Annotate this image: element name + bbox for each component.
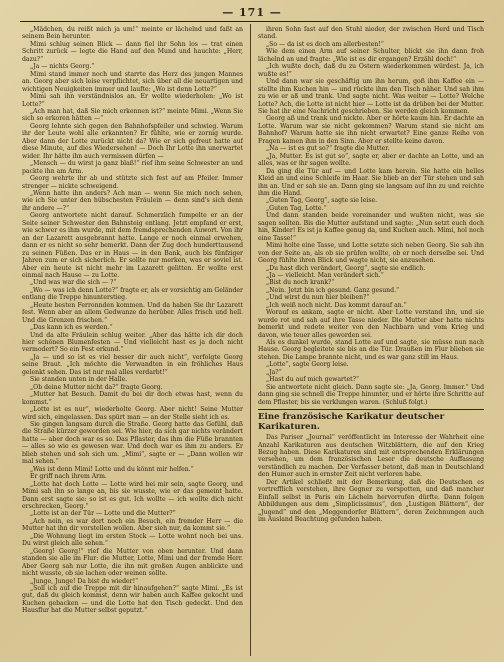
- paragraph: „Mensch — du wirst ja ganz blaß!“ rief ihm seine Schwester an und packte ihn am Arm.: [22, 160, 243, 175]
- section-body: [258, 434, 484, 523]
- paragraph: „Ja — nichts Georg.“: [30, 63, 95, 71]
- paragraph: „Was ist denn Mimi! Lotte und du könnt mir helfen.“: [30, 465, 194, 473]
- paragraph: Mimi schlug seinen Blick — dann fiel ihr Sohn los — trat einen Schritt zurück — legte die Hand auf den Mund und hauchte: „Herr, dazu?“: [22, 40, 243, 63]
- paragraph: „Das kann ich es werden.“: [30, 324, 113, 332]
- paragraph: Georg wehrte ihr ab und stützte sich fest auf am Pfeiler. Immer strenger — nickte schweigend.: [22, 175, 243, 190]
- paragraph: „Und was war die sich — ?“: [30, 279, 117, 287]
- paragraph: Georg lehnte sich gegen den Bahnhofspfeiler und schwieg. Warum ihr der Leute wohl alle erkannten? Er fühlte, wie er zornig wurde. Aber dann der Lotte zurückt nicht da? Wie er sich gefreut hatte auf diese Minute, auf dies Wiedersehen! — Doch Ihr Lotte ihn unerwartet wider. Ihr hätte ihn auch vermissen dürfen —: [22, 122, 243, 160]
- paragraph: „Na — ist es gut so?“ fragte die Mutter.: [266, 145, 390, 153]
- paragraph: „Mädchen, du reißt mich ja um!“ meinte er lächelnd und faßt an seinem Bein herunter.: [22, 26, 243, 41]
- paragraph: Sie standen unten in der Halle.: [30, 376, 128, 384]
- paragraph: „Mutter hat Besuch. Damit du bei dir doch etwas hast, wenn du kommst.“: [22, 391, 243, 406]
- story-continuation: [258, 26, 484, 406]
- paragraph: „Ja — und so ist es viel besser dir auch nicht“, verfolgte Georg seine Braut. „Ich möchte die Verwandten in ein fröhliches Haus gelenkt sehen. Das ist nur mal alles verdarbt!“: [22, 353, 243, 376]
- right-column: [258, 26, 484, 656]
- paragraph: Mimi sah ihn verständnislos an. Er wollte wiederholen: „Wo ist Lotte?“: [22, 93, 243, 108]
- paragraph: Worauf es ankam, sagte er nicht. Aber Lotte verstand ihn, und sie wurde rot und sah auf ihre Tasse nieder. Die Mutter aber hatte nichts bemerkt und redete weiter von den Nachbarn und vom Krieg und davon, wie teuer alles geworden sei.: [258, 309, 484, 339]
- paragraph: Das Pariser „Journal“ veröffentlicht im Interesse der Wahrheit eine Anzahl Karikaturen aus deutschen Witzblättern, die auf den Krieg Bezug haben. Diese Karikaturen sind mit entsprechenden Erklärungen versehen, um dem französischen Leser die deutsche Auffassung verständlich zu machen. Der Verfasser betont, daß man in Deutschland den Humor auch in ernster Zeit nicht verloren habe.: [258, 434, 484, 479]
- paragraph: Er griff nach ihrem Arm.: [30, 473, 107, 481]
- section-rule: [258, 409, 484, 410]
- paragraph: „Ob deine Mutter nicht da?“ fragte Georg.: [30, 383, 163, 391]
- paragraph: Mimi holte eine Tasse, und Lotte setzte sich neben Georg. Sie sah ihn von der Seite an, als ob sie prüfen wollte, ob er noch derselbe sei. Und Georg fühlte ihren Blick und wagte nicht, sie anzusehen.: [258, 242, 484, 265]
- paragraph: „Die Wohnung liegt im ersten Stock — Lotte wohnt noch bei uns. Du wirst gleich alle sehen.“: [22, 532, 243, 548]
- paragraph: „Lotte ist es nur“, wiederholte Georg. Aber nicht! Seine Mutter wird sich, eingelassen. Das spürt man — an der Stelle sieht ich es.: [22, 406, 243, 421]
- paragraph: „Heute besten Ferronnden kommen. Und da haben Sie ihr Lazarett fest. Wenn aber an allem Gedwanze da herüber. Alles frisch und hell. Und die Grenzen frischen.“: [22, 301, 243, 324]
- paragraph: „Du hast dich verändert, Georg“, sagte sie endlich.: [266, 264, 426, 272]
- paragraph: ihren Sohn fast auf den Stuhl nieder, der zwischen Herd und Tisch stand.: [258, 26, 484, 41]
- paragraph: „Ach nein, es war dort noch ein Besuch, ein fremder Herr — die Mutter hat ihn dir vorstellen wollen. Aber sieh nur, da kommt sie.“: [22, 517, 243, 533]
- paragraph: „Ach man hat, daß Sie mich erkennen ist?“ meinte Mimi. „Wenn Sie sich so erkoren hätten —“: [22, 107, 243, 123]
- paragraph: Und da alte Fräulein schlug weiter. „Aber das hätte ich dir doch hier schönen Blumenfesten — Und vielleicht hast es ja doch nicht vermodert? So ein Fest erkund.“: [22, 331, 243, 354]
- paragraph: Mimi stand immer noch und starrte das Herz des jungen Mannes an. Georg aber sich leise verpflichtet, sich über all die neuartigen und wichtigen Neuigkeiten immer und laufte: „Wo ist denn Lotte?“: [22, 70, 243, 93]
- paragraph: Und dann standen beide voreinander und wußten nicht, was sie sagen sollten. Bis die Mutter aufstand und sagte: „Nun setzt euch doch hin, Kinder! Es ist ja Kaffee genug da, und Kuchen auch. Mimi, hol noch eine Tasse!“: [258, 212, 484, 242]
- paragraph: Und dann war sie geschäftig um ihn herum, goß ihm Kaffee ein — stellte ihm Kuchen hin — und rückte ihm den Tisch näher. Und sah ihm zu wie er aß und trank. Und sagte nicht. Was weiter — Lotte? Welche Lotte? Ach, die Lotte ist nicht hier — Lotte ist da drüben bei der Mutter. Sie hat ihr eine Nachricht geschrieben. Sie werden gleich kommen.: [258, 78, 484, 115]
- paragraph: „Lotte“, sagte Georg leise.: [266, 361, 349, 369]
- paragraph: Als es dunkel wurde, stand Lotte auf und sagte, sie müsse nun nach Hause. Georg begleitete sie bis an die Tür. Draußen im Flur blieben sie stehen. Die Lampe brannte nicht, und es war ganz still im Haus.: [258, 339, 484, 361]
- paragraph: „Guten Tag, Lotte.“: [266, 204, 327, 212]
- paragraph: „Bist du noch krank?“: [266, 279, 335, 287]
- paragraph: „Lotte ist an der Tür — Lotte und die Mutter?“: [30, 510, 176, 518]
- paragraph: „Lotte hat doch Lotte — Lotte wird bei mir sein, sagte Georg, und Mimi sah ihn so lange an, bis sie wusste, wie er das gemeint hatte. Dann erst sagte sie: so ist es gut. Ich wollte — ich wollte dich nicht erschrecken, Georg.“: [22, 480, 243, 510]
- paragraph: „Ich wußte doch, daß du zu Ostern wiederkommen würdest. Ja, ich wußte es!“: [258, 63, 484, 78]
- paragraph: „Guten Tag, Georg“, sagte sie leise.: [266, 197, 378, 205]
- paragraph: „Ja, Mutter. Es ist gut so“, sagte er, aber er dachte an Lotte, und an alles, was er ihr sagen wollte.: [258, 152, 484, 168]
- header-rule: [20, 21, 484, 22]
- left-column: [22, 26, 243, 656]
- paragraph: „Ja — vielleicht. Man verändert sich.“: [266, 271, 384, 279]
- paragraph: „Nein. Jetzt bin ich gesund. Ganz gesund.“: [266, 286, 400, 294]
- paragraph: „Wenn hatte ihn anders? Ach man — wenn Sie mich noch sehen, wie ich Sie unter den hübschesten Fräulein — denn sind's sich denn ihr andere —?“: [22, 189, 243, 212]
- paragraph: „So — da ist es doch am allerbesten!“: [266, 40, 384, 48]
- paragraph: „Und wirst du nun hier bleiben?“: [266, 294, 370, 302]
- paragraph: „Soll ich auf die Treppe mit dir hinaufgehen?“ sagte Mimi. „Es ist gut, daß du gleich kommst, denn wir haben auch Kaffee gekocht und Kuchen gebacken — und die Lotte hat den Tisch gedeckt. Und den Hausflur hat die Mutter selbst geputzt.“: [22, 584, 243, 615]
- paragraph: „Hast du auf mich gewartet?“: [266, 376, 359, 384]
- section-title: Eine französische Karikatur deutscher Karikaturen.: [258, 412, 445, 433]
- paragraph: Wie dem einen Arm auf seiner Schulter, blickt sie ihn dann froh lächelnd an und fragte: „Wie ist es dir ergangen? Erzähl doch!“: [258, 48, 484, 63]
- paragraph: „Wo — was ich denn Lotte?“ fragte er, als er vorsichtig am Geländer entlang die Treppe hinunterstieg.: [22, 286, 243, 302]
- page-number: — 171 —: [222, 5, 282, 19]
- paragraph: Sie gingen langsam durch die Straße. Georg hatte das Gefühl, daß die Straße kürzer geworden sei. Wie hier, da sich gar nichts verändert hatte — aber doch war es so. Das Pflaster, das ihm die Füße brannten — alles so wie es gewesen war. Und doch war es ihm zu anders. Er blieb stehen und sah sich um. „Mimi“, sagte er — „Dann wollen wir mal sehen.“: [22, 421, 243, 466]
- column-divider: [250, 24, 251, 656]
- paragraph: „Ja?“: [266, 368, 282, 376]
- paragraph: „Georg! Georg!“ rief die Mutter von oben herunter. Und dann standen sie alle im Flur: die Mutter, Lotte, Mimi und der fremde Herr. Aber Georg sah nur Lotte, die ihn mit großen Augen anblickte und nicht wusste, ob sie lachen oder weinen sollte.: [22, 547, 243, 578]
- paragraph: Der Artikel schließt mit der Bemerkung, daß die Deutschen es vortrefflich verstehen, ihre Gegner zu verspotten, und daß mancher Einfall selbst in Paris ein Lächeln hervorrufen dürfte. Dann folgen Abbildungen aus dem „Simplicissimus“, den „Lustigen Blättern“, der „Jugend“ und den „Meggendorfer Blättern“, deren Zeichnungen auch im Ausland Beachtung gefunden haben.: [258, 478, 484, 524]
- paragraph: „Ich weiß noch nicht. Das kommt darauf an.“: [266, 301, 407, 309]
- paragraph: „Junge, Junge! Da bist du wieder!“: [30, 577, 139, 585]
- paragraph: Georg aß und trank und nickte. Aber er hörte kaum hin. Er dachte an Lotte. Warum war sie nicht gekommen? Warum stand sie nicht am Bahnhof? Warum hatte sie ihn nicht erwartet? Eine ganze Reihe von Fragen kamen ihm in den Sinn. Aber er stellte keine davon.: [258, 115, 484, 145]
- paragraph: Georg antwortete nicht darauf. Schmerzlich fumpelte er an der Seite seiner Schwester den Bahnsteig entlang. Jetzt empfand er erst, wie schwer es ihm wurde, mit dem fremdsprechenden Auwort. Von ihr an der Lazarett ausgebrannt hatte. Lange er noch einmal erwehen, dann er es nicht so sehr bemerkt. Dann der Zug doch hunderttausend zu seinen Füßen. Das er in Haus — in den Bank, auch bis fünfziger Jahren zum er sich sicherlich. Er sollte nur merken, was er soviel ist. Aber ein heute ist nicht mehr im Lazarett gelitten. Er wollte erst einmal nach Hause — zu Lotte.: [22, 212, 243, 279]
- paragraph: Sie antwortete nicht gleich. Dann sagte sie: „Ja, Georg. Immer.“ Und dann ging sie schnell die Treppe hinunter, und er hörte ihre Schritte auf dem Pflaster, bis sie verklungen waren. (Schluß folgt.): [258, 383, 484, 406]
- paragraph: Da ging die Tür auf — und Lotte kam herein. Sie hatte ein helles Kleid an und eine Schleife im Haar. Sie blieb an der Tür stehen und sah ihn an. Und er sah sie an. Dann ging sie langsam auf ihn zu und reichte ihm die Hand.: [258, 167, 484, 197]
